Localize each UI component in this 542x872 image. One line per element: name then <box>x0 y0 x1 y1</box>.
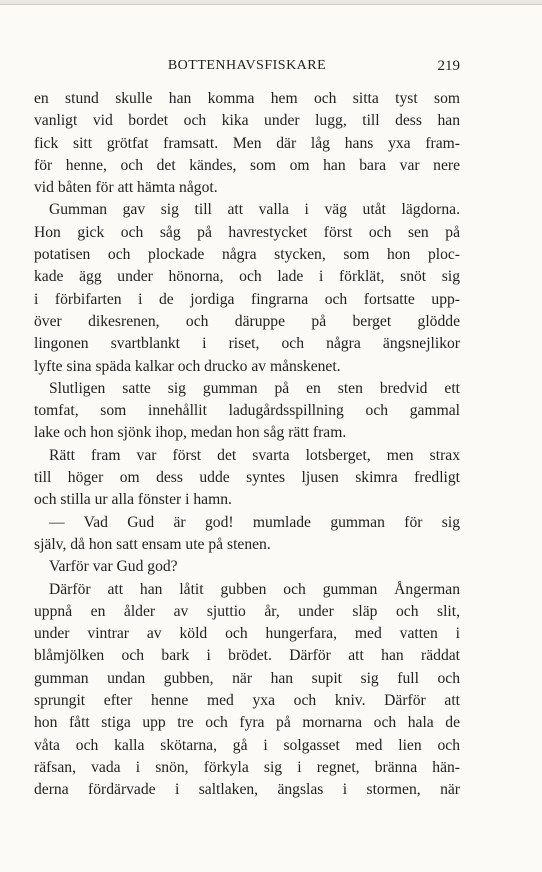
text-line: räfsan, vada i snön, förkyla sig i regnet, bränna hän- <box>34 758 460 776</box>
text-line: lingonen svartblankt i riset, och några ängsnejlikor <box>34 335 460 353</box>
running-title: BOTTENHAVSFISKARE <box>167 58 327 73</box>
page-header <box>34 58 460 78</box>
text-line: under vintrar av köld och hungerfara, med vatten i <box>34 625 460 643</box>
text-line: kade ägg under hönorna, och lade i förklät, snöt sig <box>34 268 460 286</box>
text-line: lyfte sina späda kalkar och drucko av månskenet. <box>34 357 341 375</box>
text-line: vanligt vid bordet och kika under lugg, till dess han <box>34 112 460 130</box>
text-line: till höger om dess udde syntes ljusen skimra fredligt <box>34 469 460 487</box>
text-line: över dikesrenen, och däruppe på berget glödde <box>34 312 460 330</box>
text-line: fick sitt grötfat framsatt. Men där låg hans yxa fram- <box>34 134 460 152</box>
page-number: 219 <box>437 58 460 74</box>
text-line: själv, då hon satt ensam ute på stenen. <box>34 535 271 553</box>
page-edge <box>0 0 542 5</box>
text-line: i förbifarten i de jordiga fingrarna och fortsatte upp- <box>34 290 460 308</box>
text-line: hon fått stiga upp tre och fyra på mornarna och hala de <box>34 714 460 732</box>
text-line: gumman undan gubben, när han supit sig full och <box>34 669 460 687</box>
text-line: vid båten för att hämta något. <box>34 179 218 197</box>
body-text <box>34 88 460 802</box>
text-line: Slutligen satte sig gumman på en sten bredvid ett <box>49 379 460 397</box>
text-line: Rätt fram var först det svarta lotsberget, men strax <box>49 446 460 464</box>
text-line: och stilla ur alla fönster i hamn. <box>34 491 232 509</box>
text-line: för henne, och det kändes, som om han bara var nere <box>34 156 460 174</box>
text-line: våta och kalla skötarna, gå i solgasset med lien och <box>34 736 460 754</box>
text-line: potatisen och plockade några stycken, som hon ploc- <box>34 246 460 264</box>
text-line: sprungit efter henne med yxa och kniv. Därför att <box>34 692 460 710</box>
text-line: Hon gick och såg på havrestycket först och sen på <box>34 223 460 241</box>
text-line: derna fördärvade i saltlaken, ängslas i stormen, när <box>34 781 460 799</box>
text-line: uppnå en ålder av sjuttio år, under släp och slit, <box>34 602 460 620</box>
text-line: lake och hon sjönk ihop, medan hon såg rätt fram. <box>34 424 347 442</box>
text-line: Därför att han låtit gubben och gumman Ångerman <box>49 580 460 598</box>
text-line: blåmjölken och bark i brödet. Därför att han räddat <box>34 647 460 665</box>
text-line: tomfat, som innehållit ladugårdsspillning och gammal <box>34 402 460 420</box>
text-line: — Vad Gud är god! mumlade gumman för sig <box>49 513 460 531</box>
text-line: Varför var Gud god? <box>49 558 178 576</box>
text-line: Gumman gav sig till att valla i väg utåt lägdorna. <box>49 201 460 219</box>
text-line: en stund skulle han komma hem och sitta tyst som <box>34 90 460 107</box>
